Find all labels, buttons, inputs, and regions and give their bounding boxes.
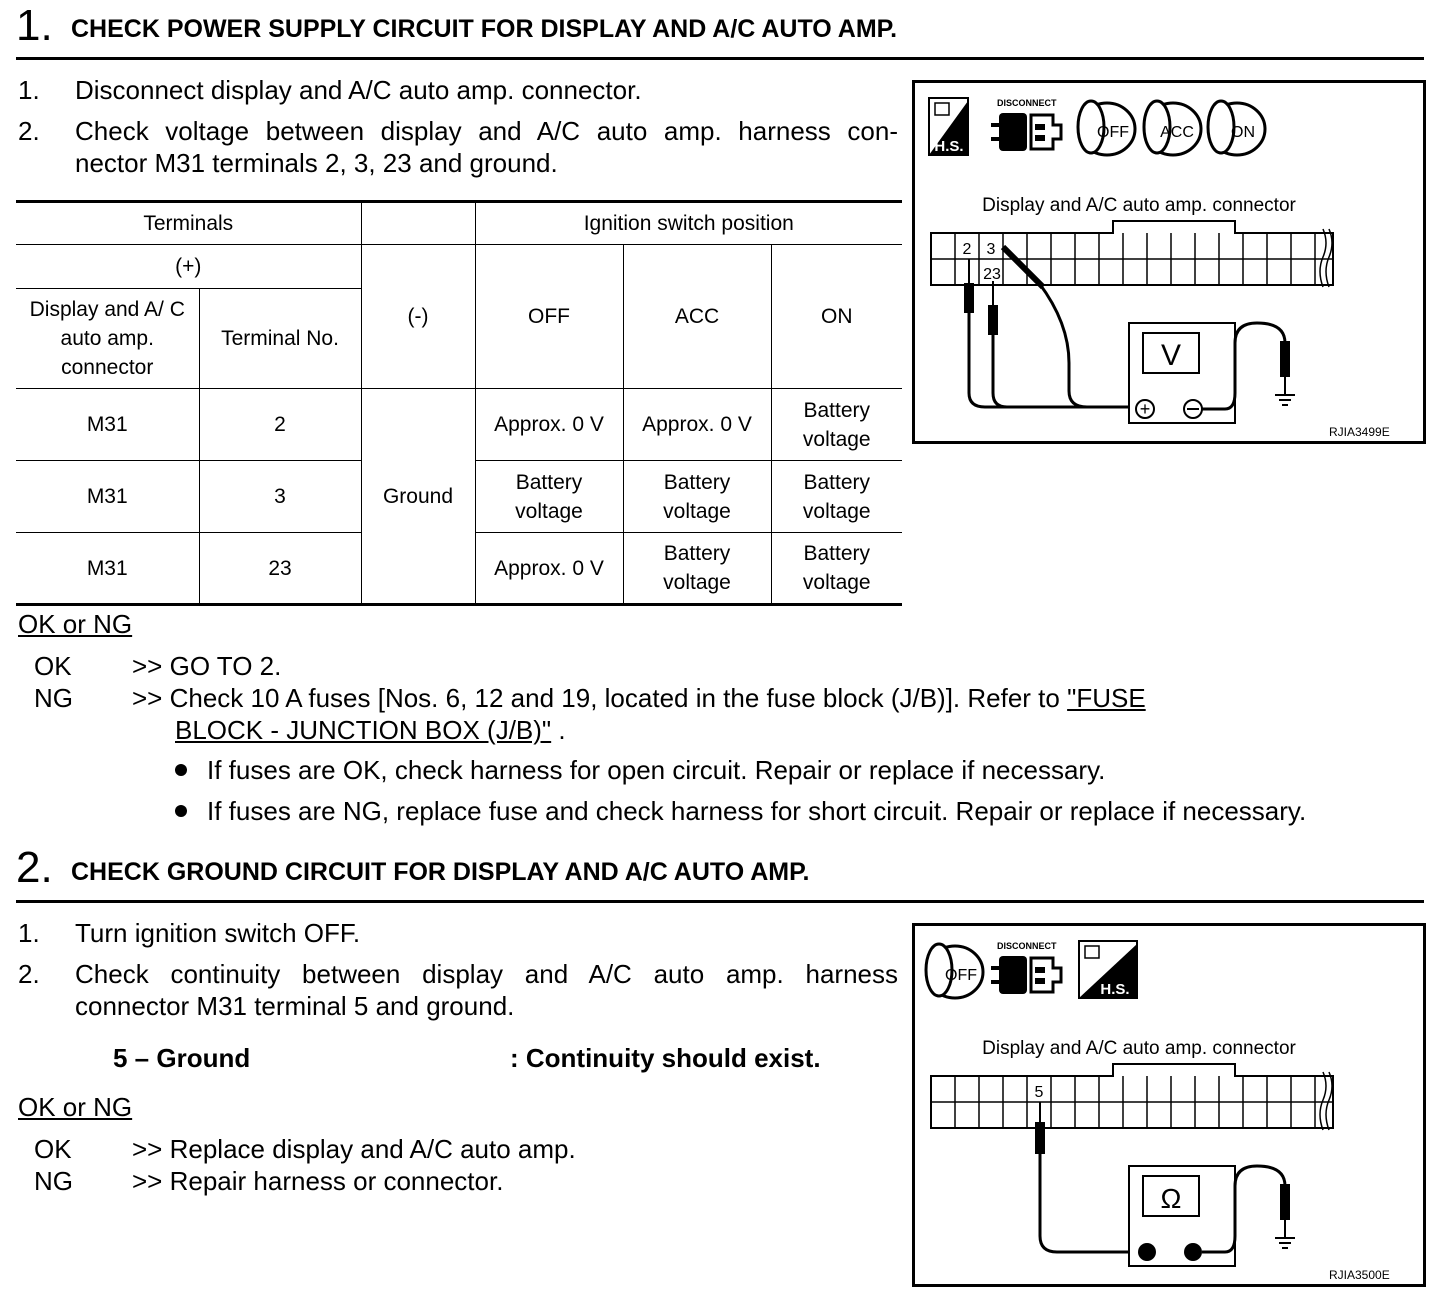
- figure-id: RJIA3499E: [1329, 425, 1390, 439]
- header-on: ON: [771, 245, 902, 389]
- table-row: M31 23 Approx. 0 V Battery voltage Battery voltage: [16, 533, 902, 605]
- ground-cell: Ground: [361, 389, 475, 605]
- connector-caption: Display and A/C auto amp. connector: [982, 195, 1296, 216]
- svg-text:23: 23: [983, 266, 1001, 283]
- fuse-block-link-2[interactable]: BLOCK - JUNCTION BOX (J/B)": [175, 715, 552, 745]
- svg-text:3: 3: [986, 241, 996, 258]
- step-1-ng-text: >> Check 10 A fuses [Nos. 6, 12 and 19, located in the fuse block (J/B)]. Refer to "FUSE: [132, 683, 1146, 713]
- step-2-ng-text: >> Repair harness or connector.: [132, 1166, 504, 1196]
- step-2-title: CHECK GROUND CIRCUIT FOR DISPLAY AND A/C AUTO AMP.: [71, 858, 810, 886]
- step-1-ng-text-2: BLOCK - JUNCTION BOX (J/B)" .: [175, 715, 566, 745]
- svg-text:H.S.: H.S.: [1100, 981, 1130, 998]
- bullet-icon: [175, 805, 187, 817]
- voltage-check-diagram: [915, 83, 1423, 441]
- figure-id: RJIA3500E: [1329, 1268, 1390, 1282]
- bullet-icon: [175, 764, 187, 776]
- voltage-check-figure: [912, 80, 1426, 444]
- key-off-icon: [1078, 101, 1135, 155]
- hs-icon: [929, 98, 968, 155]
- table-row: M31 2 Ground Approx. 0 V Approx. 0 V Battery voltage: [16, 389, 902, 461]
- header-terminals: Terminals: [16, 202, 361, 245]
- step-1-item-2: 2. Check voltage between display and A/C auto amp. harness con- nector M31 terminals 2, 3, 23 and ground.: [18, 116, 898, 178]
- step-1-title: CHECK POWER SUPPLY CIRCUIT FOR DISPLAY AND A/C AUTO AMP.: [71, 15, 898, 43]
- svg-text:5: 5: [1034, 1084, 1044, 1101]
- svg-text:ON: ON: [1231, 124, 1255, 141]
- header-minus: (-): [361, 245, 475, 389]
- table-row: M31 3 Battery voltage Battery voltage Battery voltage: [16, 461, 902, 533]
- step-1-number: 1.: [16, 1, 53, 50]
- svg-text:2: 2: [962, 241, 972, 258]
- step-1-ok-or-ng: OK or NG: [18, 609, 133, 639]
- svg-text:DISCONNECT: DISCONNECT: [997, 98, 1057, 108]
- continuity-check-figure: [912, 923, 1426, 1287]
- step-1-ng-label: NG: [34, 683, 73, 713]
- step-2-ok-label: OK: [34, 1134, 72, 1164]
- svg-text:ACC: ACC: [1160, 124, 1194, 141]
- step-2-rule: [16, 900, 1424, 903]
- step-1-ok-text: >> GO TO 2.: [132, 651, 282, 681]
- key-on-icon: [1208, 101, 1265, 155]
- svg-text:H.S.: H.S.: [934, 138, 964, 155]
- spec-right: : Continuity should exist.: [510, 1043, 821, 1073]
- step-2-number: 2.: [16, 843, 53, 892]
- continuity-check-diagram: [915, 926, 1423, 1284]
- connector-caption: Display and A/C auto amp. connector: [982, 1038, 1296, 1059]
- header-plus: (+): [16, 245, 361, 289]
- key-off-icon: [926, 944, 983, 998]
- svg-text:Ω: Ω: [1160, 1183, 1182, 1214]
- spec-left: 5 – Ground: [113, 1043, 251, 1073]
- terminal-voltage-table: [16, 200, 902, 606]
- hs-icon: [1079, 941, 1137, 998]
- fuse-block-link-1[interactable]: "FUSE: [1067, 683, 1146, 713]
- svg-text:DISCONNECT: DISCONNECT: [997, 941, 1057, 951]
- disconnect-icon: [991, 98, 1061, 151]
- svg-text:OFF: OFF: [945, 967, 977, 984]
- connector-outline: [931, 1064, 1333, 1130]
- header-terminal-no: Terminal No.: [199, 289, 361, 389]
- list-item: If fuses are NG, replace fuse and check harness for short circuit. Repair or replace if necessary.: [175, 796, 1306, 827]
- header-terminals-cont: [361, 202, 475, 245]
- step-2-ng-label: NG: [34, 1166, 73, 1196]
- list-item: If fuses are OK, check harness for open circuit. Repair or replace if necessary.: [175, 755, 1105, 786]
- step-1-item-1: 1. Disconnect display and A/C auto amp. connector.: [18, 75, 642, 105]
- header-off: OFF: [475, 245, 623, 389]
- step-2-item-1: 1. Turn ignition switch OFF.: [18, 918, 361, 948]
- step-2-item-2: 2. Check continuity between display and A/C auto amp. harness connector M31 terminal 5 and ground.: [18, 959, 898, 1021]
- svg-text:OFF: OFF: [1097, 124, 1129, 141]
- step-1-ok-label: OK: [34, 651, 72, 681]
- disconnect-icon: [991, 941, 1061, 994]
- header-connector: Display and A/ C auto amp. connector: [16, 289, 199, 389]
- step-2-ok-or-ng: OK or NG: [18, 1092, 133, 1122]
- step-1-rule: [16, 57, 1424, 60]
- header-ignition: Ignition switch position: [475, 202, 902, 245]
- header-acc: ACC: [623, 245, 771, 389]
- step-2-ok-text: >> Replace display and A/C auto amp.: [132, 1134, 576, 1164]
- svg-text:+: +: [1139, 399, 1151, 419]
- svg-text:V: V: [1160, 339, 1182, 372]
- key-acc-icon: [1144, 101, 1201, 155]
